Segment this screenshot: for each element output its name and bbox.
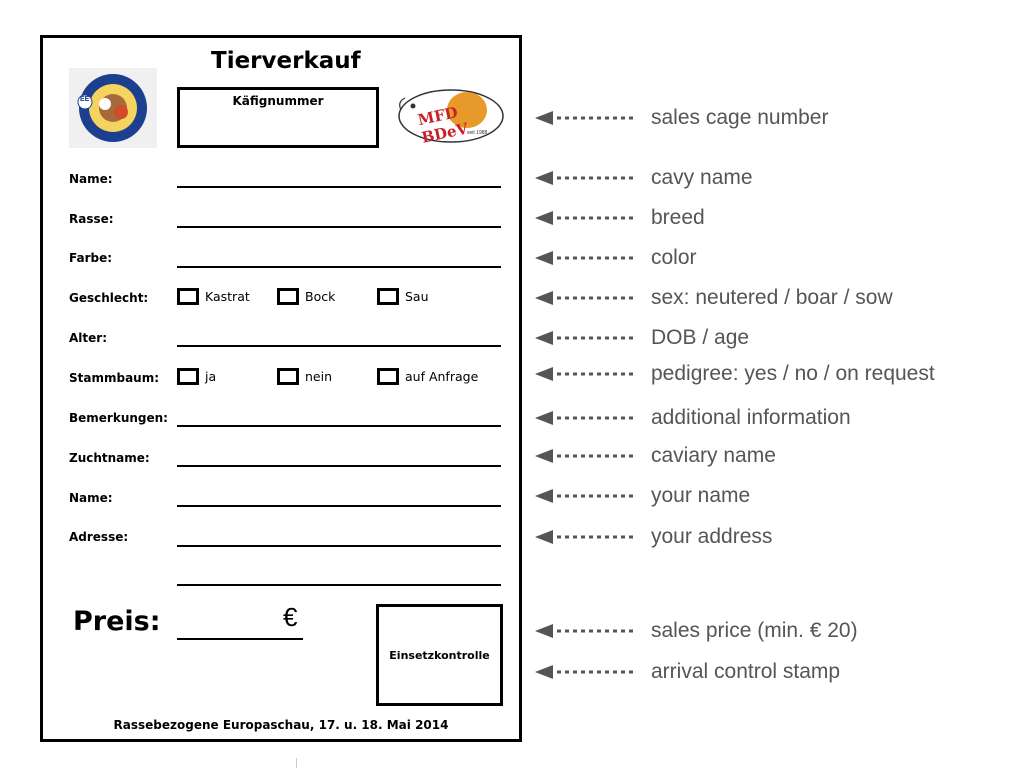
annotation-sex <box>535 286 995 310</box>
annotation-text: breed <box>651 206 705 229</box>
label-stammbaum: Stammbaum: <box>69 371 160 385</box>
dotted-arrow-left-icon <box>535 664 639 680</box>
mfd-logo-sub: seit 1988 <box>467 130 488 136</box>
annotation-text: color <box>651 246 697 269</box>
input-zuchtname[interactable] <box>177 465 501 467</box>
dotted-arrow-left-icon <box>535 210 639 226</box>
annotation-text: sales cage number <box>651 106 829 129</box>
label-zuchtname: Zuchtname: <box>69 451 150 465</box>
form-title: Tierverkauf <box>211 48 361 74</box>
checkbox-bock[interactable] <box>277 288 299 305</box>
annotation-text: your name <box>651 484 751 507</box>
checkbox-auf-anfrage[interactable] <box>377 368 399 385</box>
price-label: Preis: <box>73 606 161 637</box>
arrival-stamp-box[interactable] <box>376 604 503 706</box>
form-footer: Rassebezogene Europaschau, 17. u. 18. Mai 2014 <box>113 718 449 732</box>
annotation-color <box>535 246 995 270</box>
dotted-arrow-left-icon <box>535 410 639 426</box>
label-name: Name: <box>69 172 113 186</box>
option-ja: ja <box>205 369 217 384</box>
dotted-arrow-left-icon <box>535 290 639 306</box>
cage-number-box[interactable] <box>177 87 379 148</box>
input-alter[interactable] <box>177 345 501 347</box>
dotted-arrow-left-icon <box>535 250 639 266</box>
annotation-text: cavy name <box>651 166 753 189</box>
annotation-text: DOB / age <box>651 326 750 349</box>
input-adresse-line-1[interactable] <box>177 545 501 547</box>
checkbox-kastrat[interactable] <box>177 288 199 305</box>
annotation-text: additional information <box>651 406 851 429</box>
mfd-logo <box>395 80 507 148</box>
annotation-sales-cage-number <box>535 106 995 130</box>
checkbox-nein[interactable] <box>277 368 299 385</box>
label-bemerkungen: Bemerkungen: <box>69 411 168 425</box>
label-alter: Alter: <box>69 331 107 345</box>
entente-europeenne-emblem <box>69 68 157 148</box>
annotation-sales-price <box>535 619 995 643</box>
annotation-pedigree <box>535 362 995 386</box>
annotation-your-address <box>535 525 995 549</box>
label-owner-name: Name: <box>69 491 113 505</box>
input-owner-name[interactable] <box>177 505 501 507</box>
annotation-text: arrival control stamp <box>651 660 841 683</box>
label-adresse: Adresse: <box>69 530 129 544</box>
checkbox-ja[interactable] <box>177 368 199 385</box>
mfd-logo-text: MFD BDeV <box>416 103 470 147</box>
annotation-text: caviary name <box>651 444 776 467</box>
dotted-arrow-left-icon <box>535 529 639 545</box>
annotation-caviary-name <box>535 444 995 468</box>
label-rasse: Rasse: <box>69 212 114 226</box>
annotation-text: sales price (min. € 20) <box>651 619 858 642</box>
option-bock: Bock <box>305 289 336 304</box>
annotation-your-name <box>535 484 995 508</box>
option-auf-anfrage: auf Anfrage <box>405 369 479 384</box>
euro-sign: € <box>283 602 298 632</box>
dotted-arrow-left-icon <box>535 366 639 382</box>
arrival-stamp-label: Einsetzkontrolle <box>389 649 490 662</box>
dotted-arrow-left-icon <box>535 110 639 126</box>
annotation-text: sex: neutered / boar / sow <box>651 286 893 309</box>
dotted-arrow-left-icon <box>535 330 639 346</box>
dotted-arrow-left-icon <box>535 623 639 639</box>
annotation-cavy-name <box>535 166 995 190</box>
option-nein: nein <box>305 369 333 384</box>
entente-europeenne-logo <box>69 68 157 148</box>
label-geschlecht: Geschlecht: <box>69 291 149 305</box>
input-bemerkungen[interactable] <box>177 425 501 427</box>
dotted-arrow-left-icon <box>535 488 639 504</box>
option-sau: Sau <box>405 289 429 304</box>
option-kastrat: Kastrat <box>205 289 250 304</box>
divider-tick <box>296 758 297 768</box>
annotation-text: your address <box>651 525 773 548</box>
annotation-breed <box>535 206 995 230</box>
dotted-arrow-left-icon <box>535 448 639 464</box>
annotation-additional-information <box>535 406 995 430</box>
input-adresse-line-2[interactable] <box>177 584 501 586</box>
input-name[interactable] <box>177 186 501 188</box>
input-farbe[interactable] <box>177 266 501 268</box>
input-price[interactable] <box>177 638 303 640</box>
checkbox-sau[interactable] <box>377 288 399 305</box>
logo-badge: EE <box>80 96 90 103</box>
label-farbe: Farbe: <box>69 251 113 265</box>
dotted-arrow-left-icon <box>535 170 639 186</box>
cage-number-label: Käfignummer <box>232 94 324 108</box>
sales-form <box>40 35 522 742</box>
input-rasse[interactable] <box>177 226 501 228</box>
annotation-dob-age <box>535 326 995 350</box>
annotation-arrival-control-stamp <box>535 660 995 684</box>
annotation-text: pedigree: yes / no / on request <box>651 362 935 385</box>
